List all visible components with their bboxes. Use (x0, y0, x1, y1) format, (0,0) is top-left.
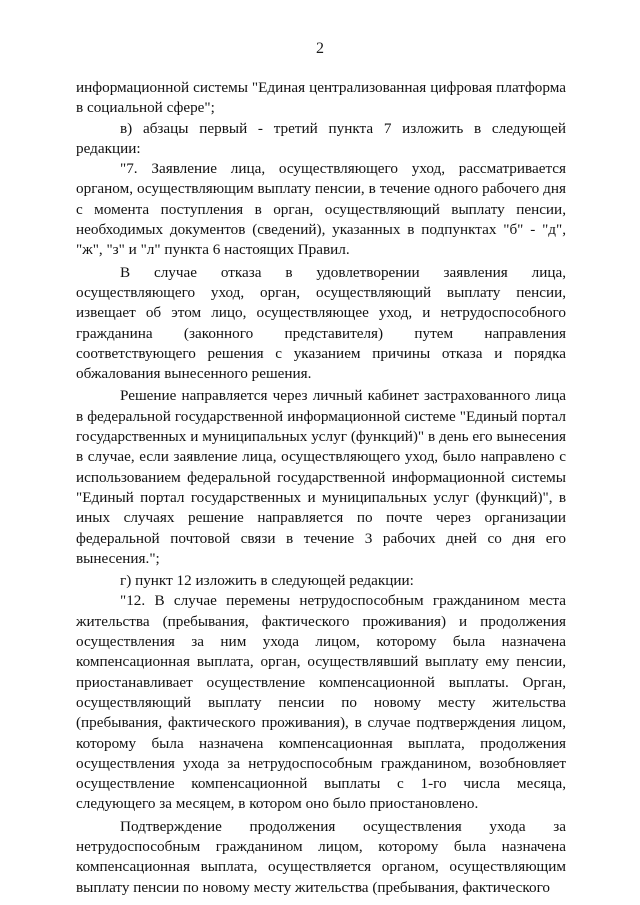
document-body (76, 78, 566, 898)
paragraph-clause-7: "7. Заявление лица, осуществляющего уход, рассматривается органом, осуществляющим выплату пенсии, в течение одного рабочего дня с момента поступления в орган, осуществляющий выплату пенсии, необходимых документов (сведений), указанных в подпунктах "б" - "д", "ж", "з" и "л" пункта 6 настоящих Правил. (76, 160, 566, 259)
paragraph-clause-12: "12. В случае перемены нетрудоспособным гражданином места жительства (пребывания, фактического проживания) и продолжения осуществления за ним ухода лицом, которому была назначена компенсационная выплата, орган, осуществлявший выплату ему пенсии, приостанавливает осуществление компенсационной выплаты. Орган, осуществляющий выплату пенсии по новому месту жительства (пребывания, фактического проживания), в случае подтверждения лицом, которому была назначена компенсационная выплата, продолжения осуществления ухода за нетрудоспособным гражданином, возобновляет осуществление компенсационной выплаты с 1-го числа месяца, следующего за месяцем, в котором оно было приостановлено. (76, 592, 566, 813)
page-number: 2 (316, 40, 324, 57)
paragraph-continuation: информационной системы "Единая централизованная цифровая платформа в социальной сфере"; (76, 79, 566, 117)
paragraph-confirmation: Подтверждение продолжения осуществления ухода за нетрудоспособным гражданином лицом, которому была назначена компенсационная выплата, осуществляется органом, осуществляющим выплату пенсии по новому месту жительства (пребывания, фактического (76, 817, 566, 896)
paragraph-item-g: г) пункт 12 изложить в следующей редакции: (120, 572, 414, 590)
paragraph-refusal: В случае отказа в удовлетворении заявления лица, осуществляющего уход, орган, осуществляющий выплату пенсии, извещает об этом лицо, осуществляющее уход, и нетрудоспособного гражданина (законного представителя) путем направления соответствующего решения с указанием причины отказа и порядка обжалования вынесенного решения. (76, 263, 566, 383)
paragraph-item-v: в) абзацы первый - третий пункта 7 изложить в следующей редакции: (76, 119, 566, 157)
paragraph-decision-delivery: Решение направляется через личный кабинет застрахованного лица в федеральной государственной информационной системе "Единый портал государственных и муниципальных услуг (функций)" в день его вынесения в случае, если заявление лица, осуществляющего уход, было направлено с использованием федеральной государственной информационной системы "Единый портал государственных и муниципальных услуг (функций)", в иных случаях решение направляется по почте через организации федеральной почтовой связи в течение 3 рабочих дней со дня его вынесения."; (76, 387, 566, 567)
